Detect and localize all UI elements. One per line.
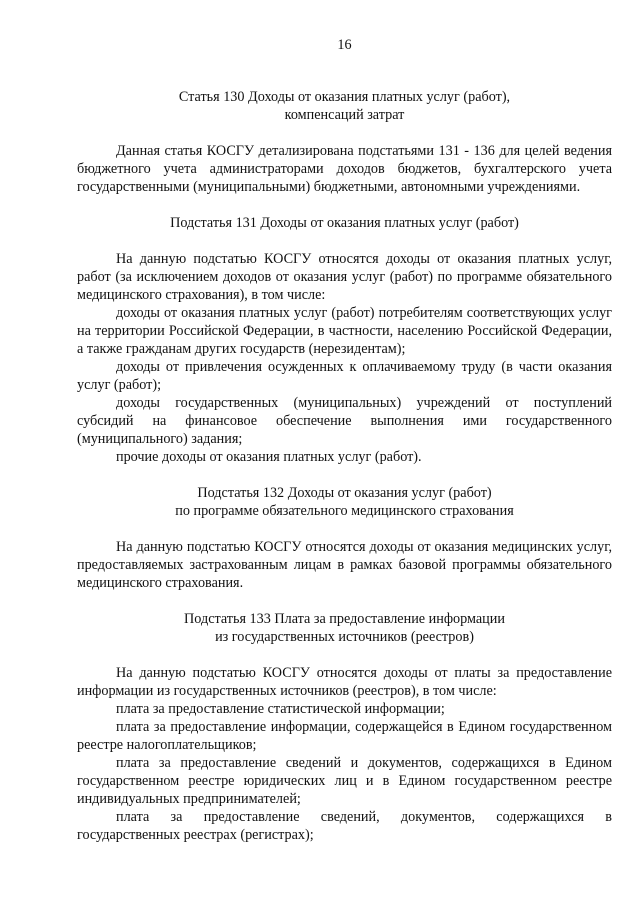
subarticle-132-text: На данную подстатью КОСГУ относятся доходы от оказания медицинских услуг, предоставляемых застрахованным лицам в рамках базовой программы обязательного медицинского страхования. xyxy=(77,539,612,591)
page-number: 16 xyxy=(337,37,352,53)
list-item: прочие доходы от оказания платных услуг (работ). xyxy=(116,449,422,465)
list-item: доходы государственных (муниципальных) учреждений от поступлений субсидий на финансовое обеспечение выполнения ими государственного (муниципального) задания; xyxy=(77,395,612,447)
article-130-title-line1: Статья 130 Доходы от оказания платных услуг (работ), xyxy=(178,89,511,105)
subarticle-133-intro: На данную подстатью КОСГУ относятся доходы от платы за предоставление информации из государственных источников (реестров), в том числе: xyxy=(77,665,612,699)
subarticle-131-title: Подстатья 131 Доходы от оказания платных услуг (работ) xyxy=(170,215,519,231)
subarticle-131 xyxy=(77,214,612,466)
list-item: плата за предоставление сведений и документов, содержащихся в Едином государственном реестре юридических лиц и в Едином государственном реестре индивидуальных предпринимателей; xyxy=(77,755,612,807)
list-item: доходы от привлечения осужденных к оплачиваемому труду (в части оказания услуг (работ); xyxy=(77,359,612,393)
list-item: доходы от оказания платных услуг (работ) потребителям соответствующих услуг на территории Российской Федерации, в частности, населению Российской Федерации, а также гражданам других государств (нерезидентам); xyxy=(77,305,612,357)
subarticle-132-title-line1: Подстатья 132 Доходы от оказания услуг (работ) xyxy=(197,485,492,501)
list-item: плата за предоставление информации, содержащейся в Едином государственном реестре налогоплательщиков; xyxy=(77,719,612,753)
article-130 xyxy=(77,88,612,196)
list-item: плата за предоставление статистической информации; xyxy=(116,701,445,717)
subarticle-133 xyxy=(77,610,612,844)
subarticle-133-title-line1: Подстатья 133 Плата за предоставление информации xyxy=(184,611,505,627)
article-130-text: Данная статья КОСГУ детализирована подстатьями 131 - 136 для целей ведения бюджетного учета администраторами доходов бюджетов, бухгалтерского учета государственными (муниципальными) бюджетными, автономными учреждениями. xyxy=(77,143,612,195)
subarticle-133-title-line2: из государственных источников (реестров) xyxy=(215,629,474,645)
list-item: плата за предоставление сведений, документов, содержащихся в государственных реестрах (регистрах); xyxy=(77,809,612,843)
article-130-title-line2: компенсаций затрат xyxy=(284,107,405,123)
subarticle-132-title-line2: по программе обязательного медицинского страхования xyxy=(175,503,514,519)
subarticle-131-intro: На данную подстатью КОСГУ относятся доходы от оказания платных услуг, работ (за исключением доходов от оказания услуг (работ) по программе обязательного медицинского страхования), в том числе: xyxy=(77,251,612,303)
subarticle-132 xyxy=(77,484,612,592)
